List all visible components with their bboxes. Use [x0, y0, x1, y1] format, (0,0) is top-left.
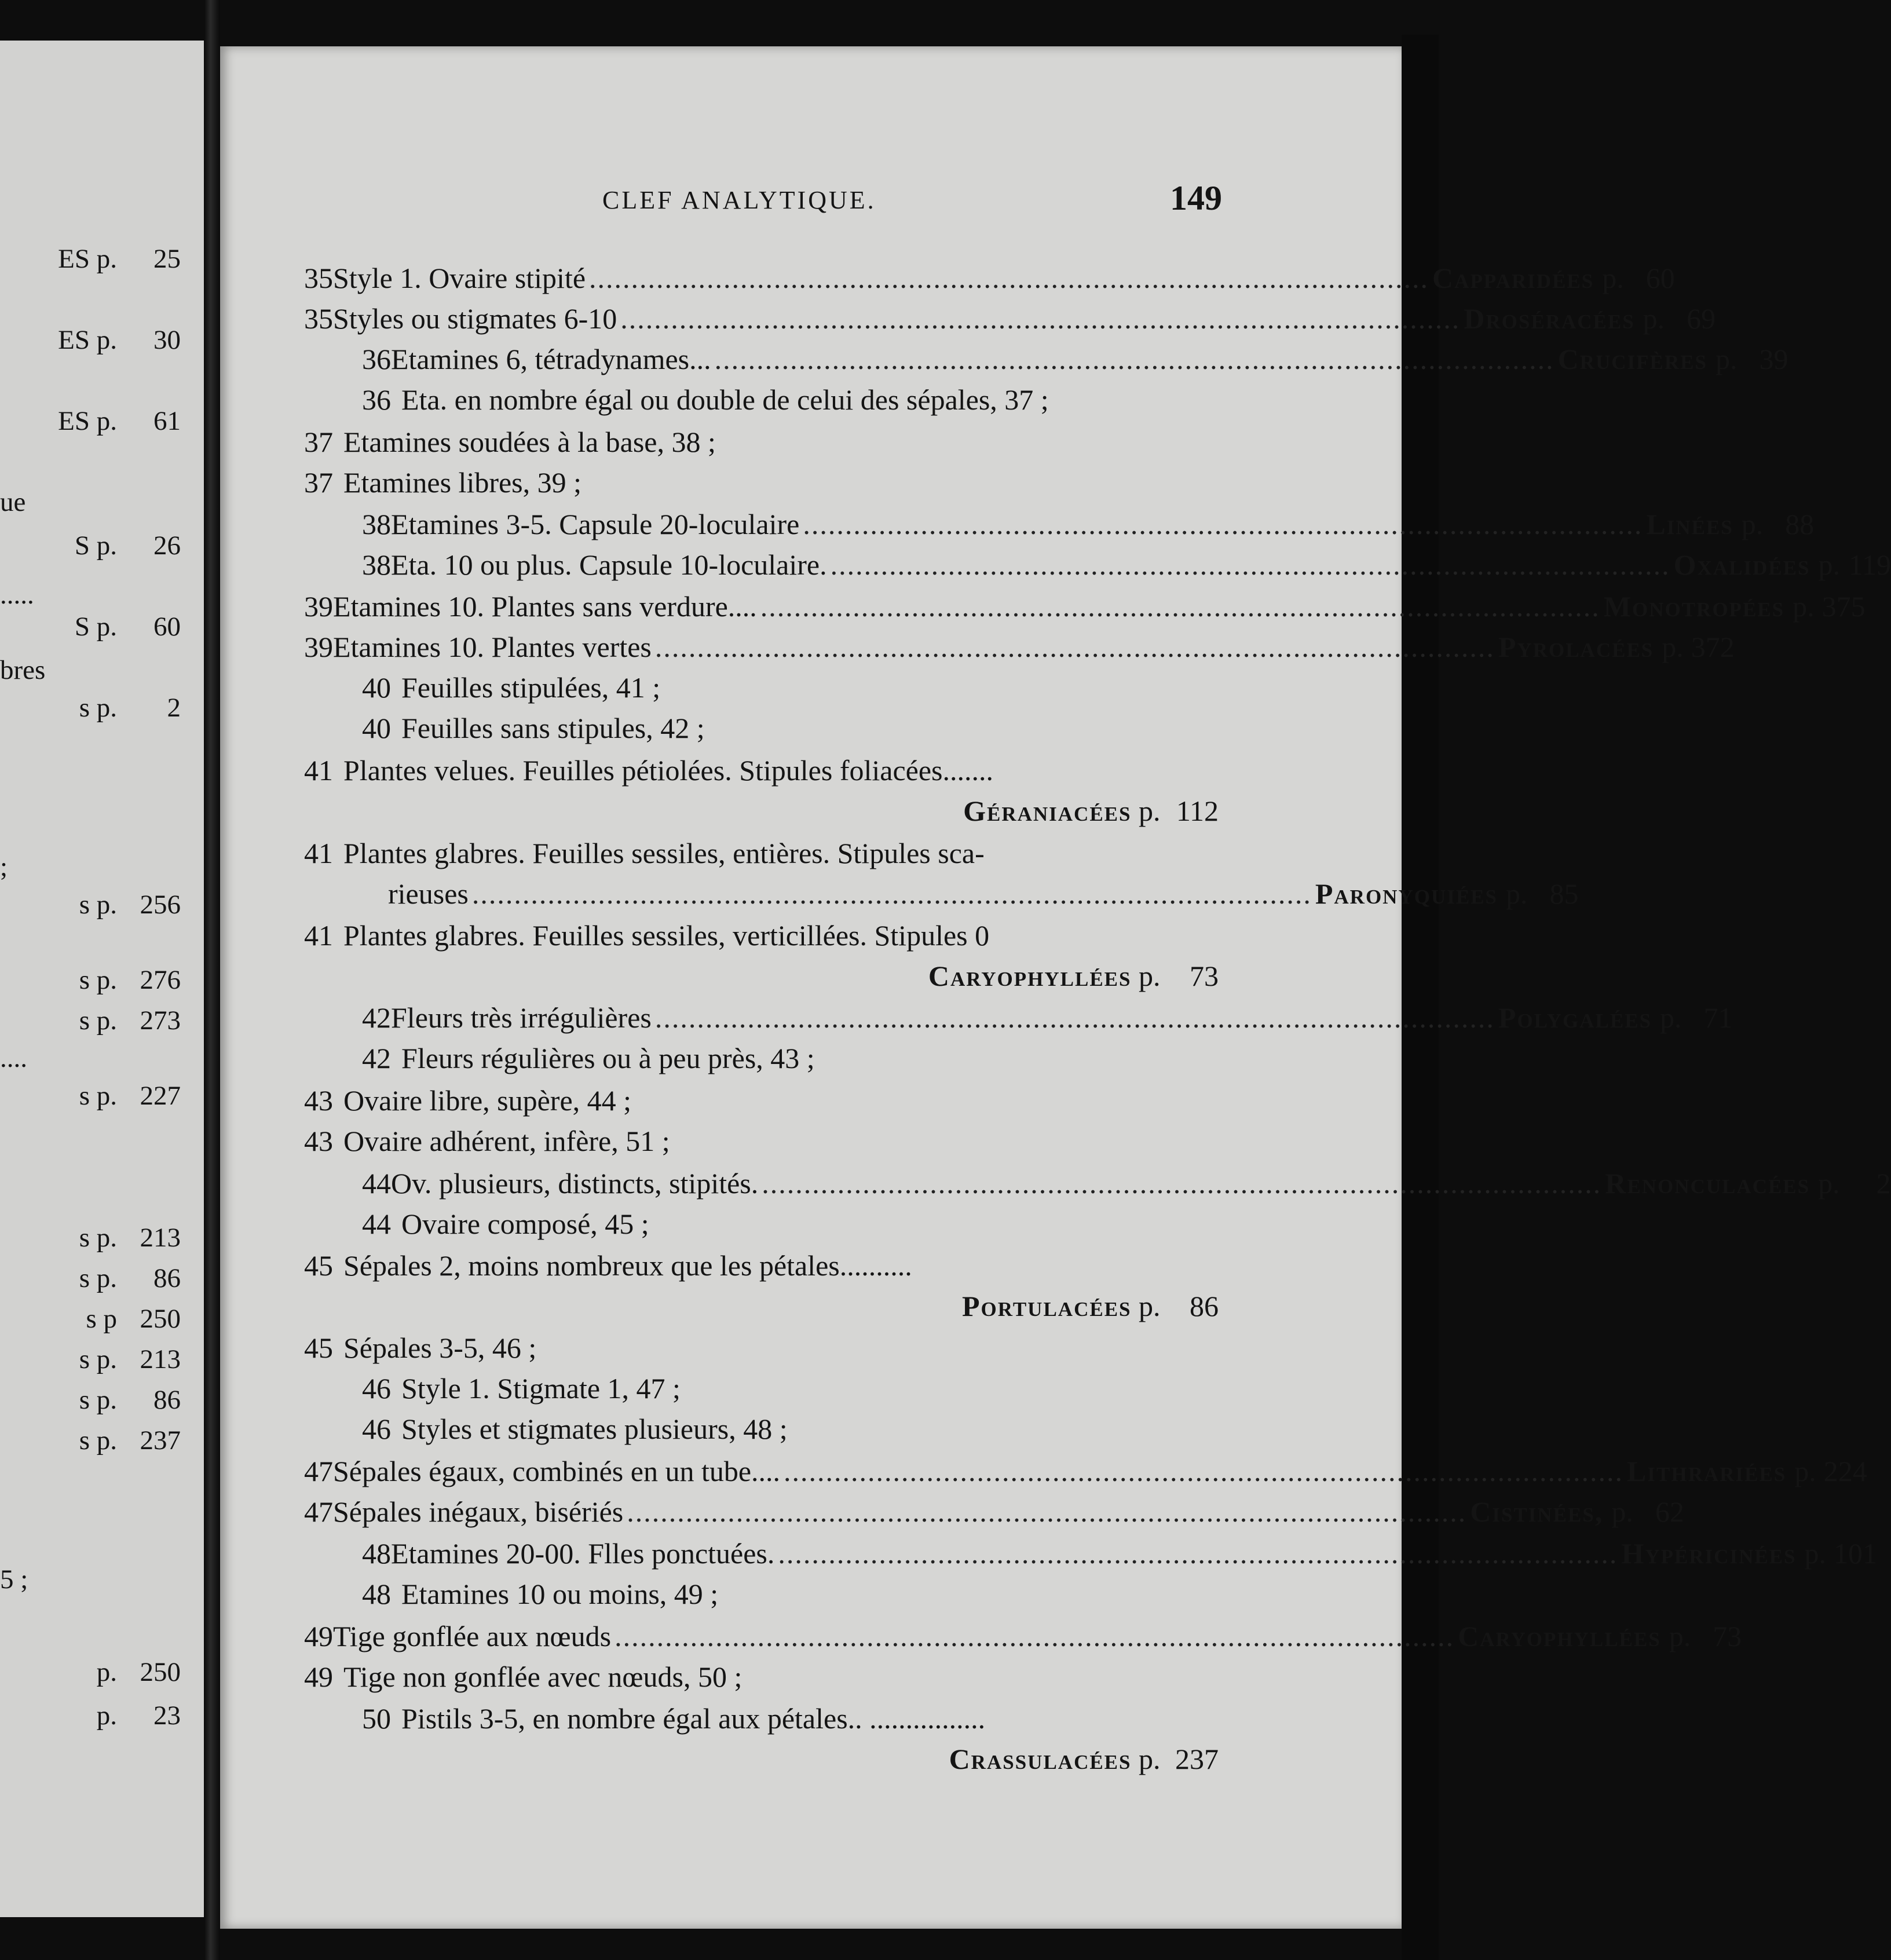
- prev-page-text: s p.: [79, 965, 117, 995]
- entry-text: Styles et stigmates plusieurs, 48 ;: [401, 1413, 788, 1445]
- page-ref: 119: [1848, 548, 1891, 581]
- page-abbr: p.: [1716, 343, 1738, 375]
- prev-page-text: p.: [96, 1701, 117, 1731]
- key-entry: [304, 750, 1208, 791]
- page-abbr: p.: [1139, 960, 1161, 992]
- key-entry: [304, 1616, 1742, 1657]
- page-ref: 69: [1687, 302, 1716, 335]
- key-entry: [362, 379, 1208, 420]
- family-name: Paronyquiées: [1315, 877, 1498, 910]
- family-name: Pyrolacées: [1498, 631, 1654, 663]
- key-entry: [362, 1698, 1208, 1739]
- family-name: Renonculacées: [1605, 1167, 1810, 1200]
- dot-leader: ....................................................................................................: [654, 631, 1495, 663]
- entry-number: 49: [304, 1620, 333, 1652]
- entry-number: 36: [362, 383, 391, 416]
- page-abbr: p.: [1793, 590, 1815, 623]
- key-entry: [362, 1533, 1878, 1574]
- entry-text: Etamines 10 ou moins, 49 ;: [401, 1578, 719, 1610]
- family-name: Géraniacées: [963, 795, 1132, 827]
- page-abbr: p.: [1602, 262, 1624, 294]
- prev-page-text: s p.: [79, 693, 117, 723]
- entry-number: 46: [362, 1372, 391, 1405]
- prev-page-text: S p.: [74, 612, 117, 642]
- page-ref: 62: [1655, 1495, 1684, 1528]
- family-reference: [949, 1739, 1219, 1779]
- entry-number: 39: [304, 631, 333, 663]
- page-abbr: p.: [1741, 508, 1764, 540]
- entry-number: 48: [362, 1578, 391, 1610]
- prev-page-text: s p.: [79, 1385, 117, 1415]
- key-entry: [362, 544, 1891, 585]
- page-abbr: p.: [1139, 1743, 1161, 1775]
- entry-text: Plantes glabres. Feuilles sessiles, entières. Stipules sca-: [343, 837, 985, 869]
- entry-number: 40: [362, 712, 391, 744]
- key-entry: [304, 1121, 1208, 1161]
- entry-text: Fleurs très irrégulières: [391, 1001, 652, 1034]
- page-abbr: p.: [1139, 795, 1161, 827]
- family-name: Monotropées: [1603, 590, 1785, 623]
- page-ref: 88: [1785, 508, 1815, 540]
- prev-page-text: ES p.: [58, 325, 117, 355]
- family-name: Portulacées: [962, 1290, 1132, 1322]
- entry-number: 36: [362, 343, 391, 375]
- entry-text: Etamines 3-5. Capsule 20-loculaire: [391, 508, 800, 540]
- family-name: Hypéricinées: [1621, 1537, 1797, 1570]
- prev-page-text: .....: [0, 580, 34, 610]
- entry-text: Styles ou stigmates 6-10: [333, 302, 617, 335]
- prev-page-number: 227: [140, 1081, 181, 1111]
- page-abbr: p.: [1660, 1001, 1682, 1034]
- prev-page-number: 86: [153, 1385, 181, 1415]
- prev-page-number: 61: [153, 406, 181, 436]
- page-ref: 73: [1713, 1620, 1742, 1652]
- running-header: CLEF ANALYTIQUE.: [602, 186, 876, 214]
- prev-page-text: s p.: [79, 1005, 117, 1036]
- entry-number: 37: [304, 426, 333, 458]
- key-entry: [304, 258, 1675, 298]
- prev-page-number: 273: [140, 1005, 181, 1036]
- key-entry: [304, 1080, 1208, 1121]
- prev-page-text: ue: [0, 487, 26, 517]
- key-entry: [304, 833, 1208, 873]
- key-entry: [362, 1574, 1208, 1614]
- page-abbr: p.: [1643, 302, 1665, 335]
- dot-leader: ....................................................................................................: [471, 877, 1312, 910]
- page-ref: 60: [1645, 262, 1675, 294]
- family-name: Lithrariées: [1627, 1455, 1787, 1487]
- entry-text: Plantes velues. Feuilles pétiolées. Stipules foliacées.......: [343, 754, 993, 787]
- entry-text: Ovaire libre, supère, 44 ;: [343, 1084, 632, 1117]
- prev-page-number: 25: [153, 244, 181, 274]
- prev-page-number: 86: [153, 1263, 181, 1293]
- entry-text: Feuilles sans stipules, 42 ;: [401, 712, 705, 744]
- entry-number: 35: [304, 262, 333, 294]
- entry-number: 47: [304, 1455, 333, 1487]
- prev-page-number: 2: [167, 693, 181, 723]
- entry-text: Tige gonflée aux nœuds: [333, 1620, 612, 1652]
- dot-leader: ....................................................................................................: [620, 302, 1461, 335]
- page-ref: 112: [1176, 795, 1219, 827]
- entry-text: Etamines soudées à la base, 38 ;: [343, 426, 716, 458]
- entry-number: 43: [304, 1084, 333, 1117]
- prev-page-number: 250: [140, 1657, 181, 1687]
- book-gutter: [204, 0, 220, 1960]
- page-abbr: p.: [1804, 1537, 1827, 1570]
- entry-number: 47: [304, 1495, 333, 1528]
- family-name: Droséracées: [1464, 302, 1635, 335]
- family-name: Oxalidées: [1673, 548, 1810, 581]
- page-ref: 2: [1876, 1167, 1891, 1200]
- page-abbr: p.: [1818, 1167, 1840, 1200]
- entry-text: Ovaire adhérent, infère, 51 ;: [343, 1125, 670, 1157]
- entry-number: 45: [304, 1249, 333, 1282]
- page-abbr: p.: [1139, 1290, 1161, 1322]
- dot-leader: ....................................................................................................: [778, 1537, 1618, 1570]
- prev-page-number: 256: [140, 890, 181, 920]
- family-name: Linées: [1646, 508, 1733, 540]
- page-abbr: p.: [1611, 1495, 1633, 1528]
- entry-number: 37: [304, 466, 333, 499]
- page-ref: 237: [1175, 1743, 1219, 1775]
- entry-number: 50: [362, 1702, 391, 1735]
- key-entry: [304, 462, 1208, 503]
- page-abbr: p.: [1506, 877, 1528, 910]
- page-number: 149: [1170, 179, 1222, 217]
- dot-leader: ....................................................................................................: [803, 508, 1643, 540]
- family-name: Crucifères: [1557, 343, 1707, 375]
- key-entry: [362, 667, 1208, 708]
- key-entry: [304, 1451, 1867, 1491]
- entry-text: Etamines 10. Plantes vertes: [333, 631, 652, 663]
- prev-page-number: 30: [153, 325, 181, 355]
- prev-page-number: 26: [153, 531, 181, 561]
- page-ref: 86: [1190, 1290, 1219, 1322]
- prev-page-text: ;: [0, 852, 8, 882]
- page-ref: 372: [1691, 631, 1735, 663]
- entry-text: Etamines libres, 39 ;: [343, 466, 582, 499]
- key-entry: [362, 339, 1788, 379]
- entry-number: 35: [304, 302, 333, 335]
- family-name: Cistinées,: [1470, 1495, 1604, 1528]
- entry-text: Plantes glabres. Feuilles sessiles, verticillées. Stipules 0: [343, 919, 990, 952]
- entry-text: Ovaire composé, 45 ;: [401, 1208, 649, 1240]
- entry-number: 41: [304, 919, 333, 952]
- page-ref: 73: [1190, 960, 1219, 992]
- prev-page-text: s p: [86, 1304, 117, 1334]
- page-ref: 85: [1549, 877, 1579, 910]
- key-entry: [362, 1204, 1208, 1244]
- key-entry: [304, 1491, 1684, 1532]
- page-ref: 39: [1759, 343, 1788, 375]
- entry-text: Eta. en nombre égal ou double de celui des sépales, 37 ;: [401, 383, 1049, 416]
- prev-page-number: 60: [153, 612, 181, 642]
- key-entry: [362, 708, 1208, 748]
- dot-leader: ....................................................................................................: [654, 1001, 1495, 1034]
- entry-text: Etamines 6, tétradynames...: [391, 343, 711, 375]
- dot-leader: ....................................................................................................: [784, 1455, 1624, 1487]
- key-entry: [362, 1409, 1208, 1449]
- entry-number: 40: [362, 671, 391, 704]
- entry-number: 42: [362, 1001, 391, 1034]
- entry-text: rieuses: [388, 877, 469, 910]
- key-entry: [362, 1038, 1208, 1078]
- prev-page-text: 5 ;: [0, 1564, 28, 1595]
- prev-page-text: s p.: [79, 1425, 117, 1456]
- prev-page-text: s p.: [79, 1344, 117, 1374]
- page-ref: 375: [1821, 590, 1866, 623]
- prev-page-text: s p.: [79, 1081, 117, 1111]
- entry-text: Eta. 10 ou plus. Capsule 10-loculaire.: [391, 548, 827, 581]
- entry-text: Etamines 10. Plantes sans verdure....: [333, 590, 757, 623]
- key-entry: [362, 1163, 1891, 1204]
- entry-number: 45: [304, 1332, 333, 1364]
- dot-leader: ....................................................................................................: [762, 1167, 1602, 1200]
- entry-number: 41: [304, 837, 333, 869]
- prev-page-text: ES p.: [58, 406, 117, 436]
- key-entry: [304, 1245, 1208, 1286]
- entry-number: 44: [362, 1208, 391, 1240]
- key-entry: [362, 997, 1733, 1038]
- dot-leader: ....................................................................................................: [714, 343, 1555, 375]
- page-abbr: p.: [1662, 631, 1684, 663]
- page-abbr: p.: [1669, 1620, 1691, 1652]
- entry-number: 46: [362, 1413, 391, 1445]
- key-entry: [304, 915, 1208, 956]
- dot-leader: ....................................................................................................: [830, 548, 1670, 581]
- prev-page-text: ....: [0, 1043, 27, 1073]
- prev-page-number: 237: [140, 1425, 181, 1456]
- prev-page-text: ES p.: [58, 244, 117, 274]
- prev-page-text: bres: [0, 655, 46, 685]
- entry-number: 48: [362, 1537, 391, 1570]
- family-name: Capparidées: [1432, 262, 1594, 294]
- entry-number: 41: [304, 754, 333, 787]
- prev-page-number: 276: [140, 965, 181, 995]
- entry-text: Feuilles stipulées, 41 ;: [401, 671, 661, 704]
- family-reference: [962, 1286, 1219, 1326]
- family-name: Crassulacées: [949, 1743, 1132, 1775]
- page-abbr: p.: [1818, 548, 1840, 581]
- entry-number: 49: [304, 1661, 333, 1693]
- entry-text: Sépales 3-5, 46 ;: [343, 1332, 537, 1364]
- prev-page-text: p.: [96, 1657, 117, 1687]
- key-entry: [304, 627, 1735, 667]
- key-entry: [304, 298, 1716, 339]
- family-name: Caryophyllées: [928, 960, 1132, 992]
- entry-text: Sépales inégaux, bisériés: [333, 1495, 624, 1528]
- key-entry: [388, 873, 1579, 914]
- family-name: Polygalées: [1498, 1001, 1652, 1034]
- key-entry: [304, 586, 1866, 627]
- entry-number: 38: [362, 508, 391, 540]
- page-abbr: p.: [1794, 1455, 1816, 1487]
- dot-leader: ....................................................................................................: [627, 1495, 1467, 1528]
- prev-page-text: s p.: [79, 890, 117, 920]
- key-entry: [304, 1328, 1208, 1368]
- dot-leader: ....................................................................................................: [760, 590, 1600, 623]
- family-reference: [963, 791, 1219, 831]
- key-entry: [304, 1657, 1208, 1697]
- prev-page-number: 213: [140, 1223, 181, 1253]
- page-ref: 224: [1823, 1455, 1867, 1487]
- entry-text: Fleurs régulières ou à peu près, 43 ;: [401, 1042, 815, 1074]
- entry-text: Sépales égaux, combinés en un tube....: [333, 1455, 781, 1487]
- entry-number: 39: [304, 590, 333, 623]
- prev-page-number: 250: [140, 1304, 181, 1334]
- entry-text: Ov. plusieurs, distincts, stipités.: [391, 1167, 759, 1200]
- entry-text: Tige non gonflée avec nœuds, 50 ;: [343, 1661, 742, 1693]
- page-ref: 71: [1703, 1001, 1733, 1034]
- entry-text: Style 1. Ovaire stipité: [333, 262, 586, 294]
- entry-number: 42: [362, 1042, 391, 1074]
- entry-number: 44: [362, 1167, 391, 1200]
- dot-leader: ....................................................................................................: [615, 1620, 1455, 1652]
- prev-page-number: 23: [153, 1701, 181, 1731]
- prev-page-text: s p.: [79, 1223, 117, 1253]
- key-entry: [362, 504, 1815, 544]
- prev-page-number: 213: [140, 1344, 181, 1374]
- previous-page-fragment: [0, 41, 204, 1917]
- key-entry: [304, 422, 1208, 462]
- entry-number: 43: [304, 1125, 333, 1157]
- entry-text: Pistils 3-5, en nombre égal aux pétales.. ................: [401, 1702, 986, 1735]
- prev-page-text: s p.: [79, 1263, 117, 1293]
- family-name: Caryophyllées: [1458, 1620, 1661, 1652]
- dot-leader: ....................................................................................................: [589, 262, 1429, 294]
- prev-page-text: S p.: [74, 531, 117, 561]
- entry-text: Sépales 2, moins nombreux que les pétales..........: [343, 1249, 912, 1282]
- page-ref: 101: [1834, 1537, 1878, 1570]
- family-reference: [928, 956, 1219, 996]
- entry-text: Style 1. Stigmate 1, 47 ;: [401, 1372, 681, 1405]
- entry-text: Etamines 20-00. Flles ponctuées.: [391, 1537, 775, 1570]
- key-entry: [362, 1368, 1208, 1409]
- entry-number: 38: [362, 548, 391, 581]
